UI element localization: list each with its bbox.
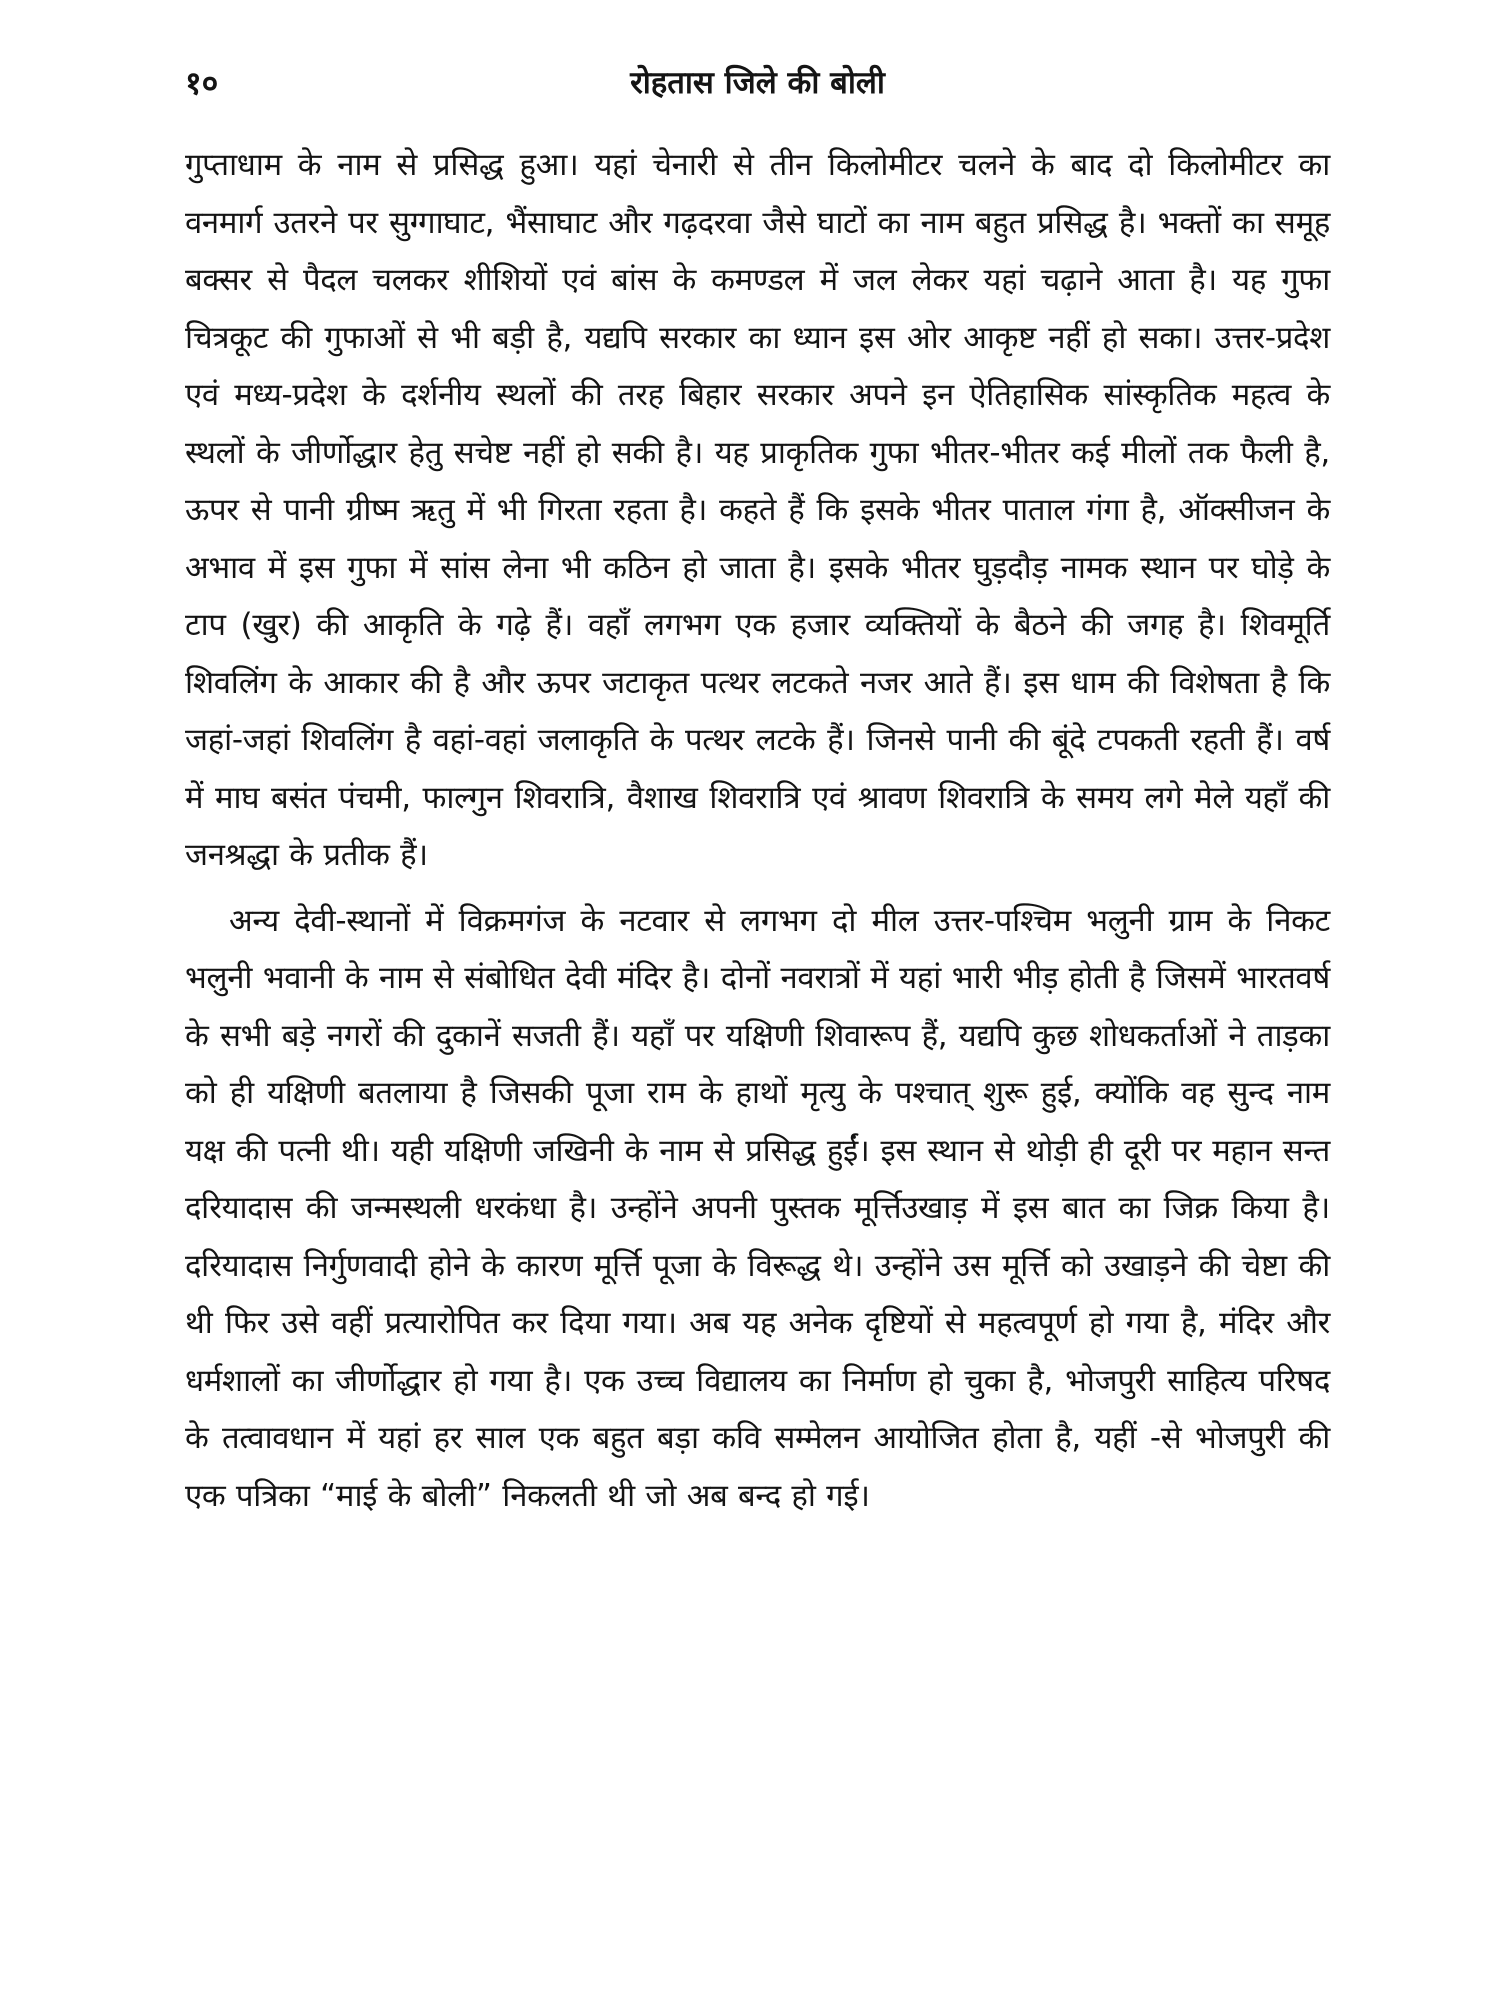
paragraph: अन्य देवी-स्थानों में विक्रमगंज के नटवार से लगभग दो मील उत्तर-पश्चिम भलुनी ग्राम के निकट भलुनी भवानी के नाम से संबोधित देवी मंदिर है। दोनों नवरात्रों में यहां भारी भीड़ होती है जिसमें भारतवर्ष के सभी बड़े नगरों की दुकानें सजती हैं। यहाँ पर यक्षिणी शिवारूप हैं, यद्यपि कुछ शोधकर्ताओं ने ताड़का को ही यक्षिणी बतलाया है जिसकी पूजा राम के हाथों मृत्यु के पश्चात् शुरू हुई, क्योंकि वह सुन्द नाम यक्ष की पत्नी थी। यही यक्षिणी जखिनी के नाम से प्रसिद्ध हुईं। इस स्थान से थोड़ी ही दूरी पर महान सन्त दरियादास की जन्मस्थली धरकंधा है। उन्होंने अपनी पुस्तक मूर्त्तिउखाड़ में इस बात का जिक्र किया है। दरियादास निर्गुणवादी होने के कारण मूर्त्ति पूजा के विरूद्ध थे। उन्होंने उस मूर्त्ति को उखाड़ने की चेष्टा की थी फिर उसे वहीं प्रत्यारोपित कर दिया गया। अब यह अनेक दृष्टियों से महत्वपूर्ण हो गया है, मंदिर और धर्मशालों का जीर्णोद्धार हो गया है। एक उच्च विद्यालय का निर्माण हो चुका है, भोजपुरी साहित्य परिषद के तत्वावधान में यहां हर साल एक बहुत बड़ा कवि सम्मेलन आयोजित होता है, यहीं -से भोजपुरी की एक पत्रिका “माई के बोली” निकलती थी जो अब बन्द हो गई। [185,902,1330,1514]
page-header [185,55,1330,125]
page-body [185,137,1330,1525]
page-number: १० [185,64,219,102]
running-title: रोहतास जिले की बोली [630,65,885,101]
paragraph: गुप्ताधाम के नाम से प्रसिद्ध हुआ। यहां चेनारी से तीन किलोमीटर चलने के बाद दो किलोमीटर का वनमार्ग उतरने पर सुग्गाघाट, भैंसाघाट और गढ़दरवा जैसे घाटों का नाम बहुत प्रसिद्ध है। भक्तों का समूह बक्सर से पैदल चलकर शीशियों एवं बांस के कमण्डल में जल लेकर यहां चढ़ाने आता है। यह गुफा चित्रकूट की गुफाओं से भी बड़ी है, यद्यपि सरकार का ध्यान इस ओर आकृष्ट नहीं हो सका। उत्तर-प्रदेश एवं मध्य-प्रदेश के दर्शनीय स्थलों की तरह बिहार सरकार अपने इन ऐतिहासिक सांस्कृतिक महत्व के स्थलों के जीर्णोद्धार हेतु सचेष्ट नहीं हो सकी है। यह प्राकृतिक गुफा भीतर-भीतर कई मीलों तक फैली है, ऊपर से पानी ग्रीष्म ऋतु में भी गिरता रहता है। कहते हैं कि इसके भीतर पाताल गंगा है, ऑक्सीजन के अभाव में इस गुफा में सांस लेना भी कठिन हो जाता है। इसके भीतर घुड़दौड़ नामक स्थान पर घोड़े के टाप (खुर) की आकृति के गढ़े हैं। वहाँ लगभग एक हजार व्यक्तियों के बैठने की जगह है। शिवमूर्ति शिवलिंग के आकार की है और ऊपर जटाकृत पत्थर लटकते नजर आते हैं। इस धाम की विशेषता है कि जहां-जहां शिवलिंग है वहां-वहां जलाकृति के पत्थर लटके हैं। जिनसे पानी की बूंदे टपकती रहती हैं। वर्ष में माघ बसंत पंचमी, फाल्गुन शिवरात्रि, वैशाख शिवरात्रि एवं श्रावण शिवरात्रि के समय लगे मेले यहाँ की जनश्रद्धा के प्रतीक हैं। [185,147,1330,873]
